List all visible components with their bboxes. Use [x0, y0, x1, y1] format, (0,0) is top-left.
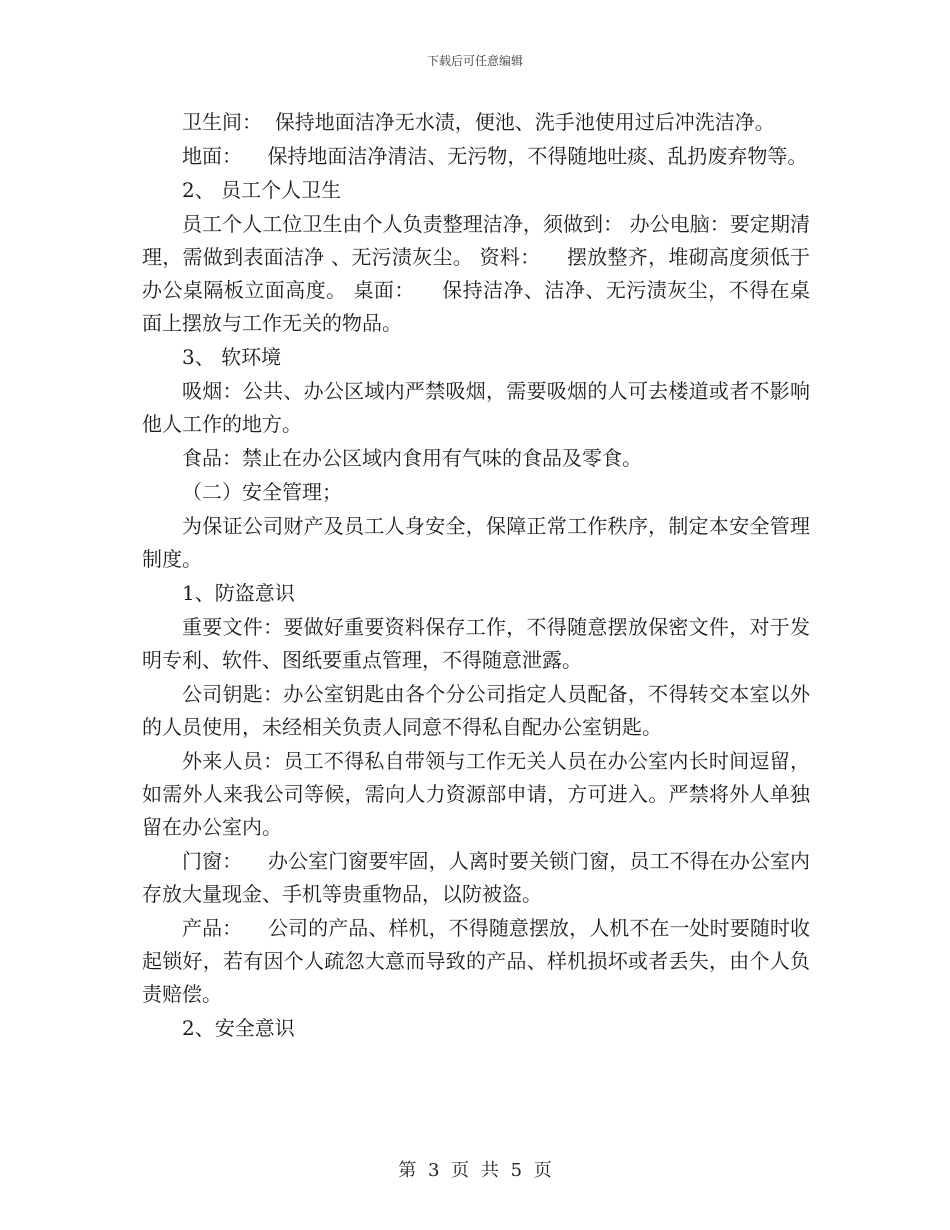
section-heading-soft-environment: 3、 软环境	[182, 345, 282, 369]
section-heading-safety-awareness: 2、安全意识	[182, 1016, 295, 1040]
paragraph-visitors: 外来人员：员工不得私自带领与工作无关人员在办公室内长时间逗留，如需外人来我公司等候，需向人力资源部申请，方可进入。严禁将外人单独留在办公室内。	[142, 749, 810, 839]
section-heading-anti-theft: 1、防盗意识	[182, 581, 295, 605]
paragraph-doors-windows: 门窗： 办公室门窗要牢固，人离时要关锁门窗，员工不得在办公室内存放大量现金、手机等贵重物品，以防被盗。	[142, 849, 810, 906]
paragraph-food: 食品：禁止在办公区域内食用有气味的食品及零食。	[182, 446, 642, 470]
page-header: 下载后可任意编辑	[426, 54, 523, 68]
paragraph-restroom: 卫生间： 保持地面洁净无水渍，便池、洗手池使用过后冲洗洁净。	[182, 110, 775, 134]
document-body	[142, 106, 810, 1046]
paragraph-important-files: 重要文件：要做好重要资料保存工作，不得随意摆放保密文件，对于发明专利、软件、图纸要重点管理，不得随意泄露。	[142, 615, 810, 672]
paragraph-products: 产品： 公司的产品、样机，不得随意摆放，人机不在一处时要随时收起锁好，若有因个人疏忽大意而导致的产品、样机损坏或者丢失，由个人负责赔偿。	[142, 916, 810, 1006]
paragraph-workstation: 员工个人工位卫生由个人负责整理洁净，须做到： 办公电脑：要定期清理，需做到表面洁净 、无污渍灰尘。 资料： 摆放整齐，堆砌高度须低于办公桌隔板立面高度。 桌面： 保持洁净、洁净、无污渍灰尘，不得在桌面上摆放与工作无关的物品。	[142, 212, 810, 335]
paragraph-smoking: 吸烟：公共、办公区域内严禁吸烟，需要吸烟的人可去楼道或者不影响他人工作的地方。	[142, 379, 810, 436]
section-heading-safety-management: （二）安全管理；	[182, 480, 342, 504]
paragraph-keys: 公司钥匙：办公室钥匙由各个分公司指定人员配备，不得转交本室以外的人员使用，未经相关负责人同意不得私自配办公室钥匙。	[142, 682, 810, 739]
paragraph-floor: 地面： 保持地面洁净清洁、无污物，不得随地吐痰、乱扔废弃物等。	[182, 144, 808, 168]
paragraph-safety-intro: 为保证公司财产及员工人身安全，保障正常工作秩序，制定本安全管理制度。	[142, 514, 810, 571]
page-footer: 第 3 页 共 5 页	[398, 1160, 552, 1181]
section-heading-personal-hygiene: 2、 员工个人卫生	[182, 178, 342, 202]
